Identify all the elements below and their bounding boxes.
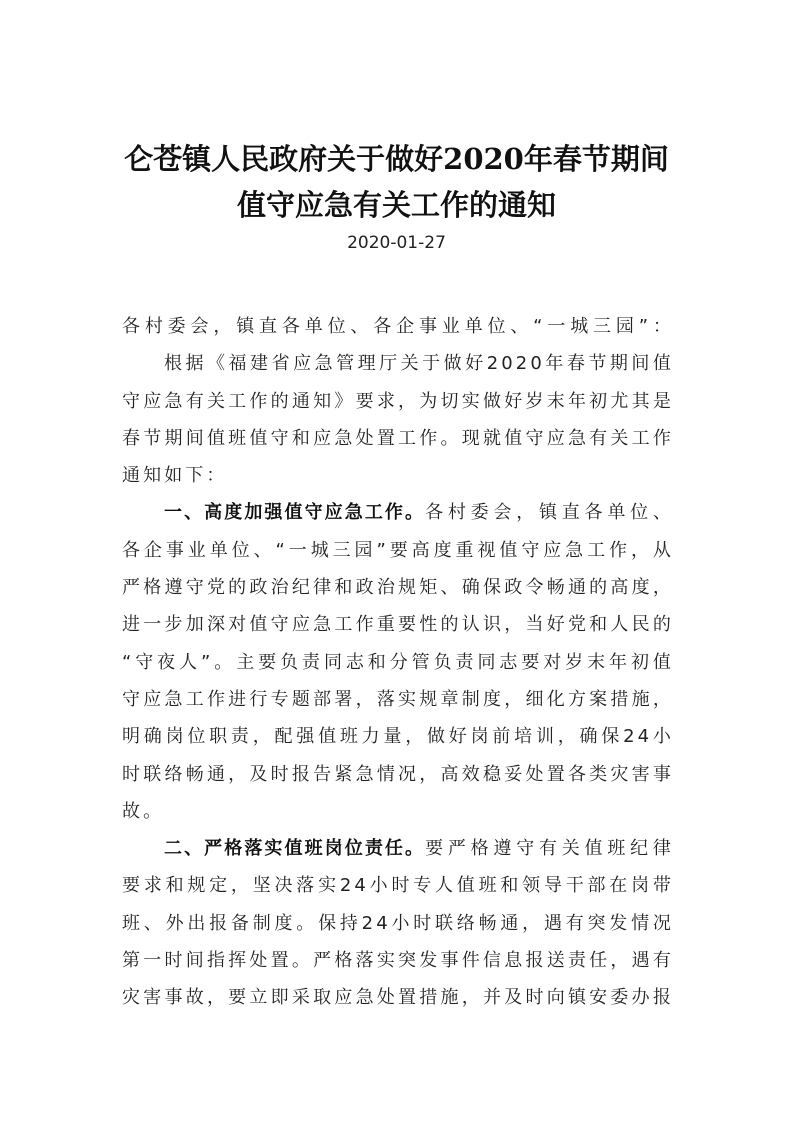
section-1-first-line	[122, 498, 674, 535]
section-1-line: 明确岗位职责，配强值班力量，做好岗前培训，确保24小	[122, 726, 674, 748]
section-2-first-line	[122, 834, 674, 871]
document-title	[100, 136, 693, 228]
section-1-line: 各企事业单位、“一城三园”要高度重视值守应急工作，从	[122, 539, 674, 561]
section-2-line: 灾害事故，要立即采取应急处置措施，并及时向镇安委办报	[122, 987, 674, 1009]
title-line-1: 仑苍镇人民政府关于做好2020年春节期间	[124, 142, 669, 176]
section-2-line: 班、外出报备制度。保持24小时联络畅通，遇有突发情况	[122, 912, 674, 934]
section-1-line: “守夜人”。主要负责同志和分管负责同志要对岁末年初值	[122, 651, 674, 673]
section-1-line: 时联络畅通，及时报告紧急情况，高效稳妥处置各类灾害事	[122, 763, 674, 785]
section-1-line: 严格遵守党的政治纪律和政治规矩、确保政令畅通的高度，	[122, 577, 674, 599]
title-line-2: 值守应急有关工作的通知	[236, 188, 556, 222]
section-2-line: 要求和规定，坚决落实24小时专人值班和领导干部在岗带	[122, 875, 674, 897]
section-1-first-line-text: 各村委会，镇直各单位、	[425, 502, 674, 524]
section-2-first-line-text: 要严格遵守有关值班纪律	[425, 838, 674, 860]
document-body	[122, 312, 674, 1021]
intro-line: 守应急有关工作的通知》要求，为切实做好岁末年初尤其是	[122, 390, 674, 412]
section-1-line: 故。	[122, 800, 165, 822]
intro-line: 根据《福建省应急管理厅关于做好2020年春节期间值	[164, 353, 674, 375]
section-2-heading: 二、严格落实值班岗位责任。	[164, 838, 426, 860]
document-date: 2020-01-27	[347, 233, 446, 253]
section-2-line: 第一时间指挥处置。严格落实突发事件信息报送责任，遇有	[122, 950, 674, 972]
salutation: 各村委会，镇直各单位、各企事业单位、“一城三园”：	[122, 316, 674, 337]
section-1-line: 守应急工作进行专题部署，落实规章制度，细化方案措施，	[122, 688, 674, 710]
section-1-heading: 一、高度加强值守应急工作。	[164, 502, 426, 524]
intro-line: 春节期间值班值守和应急处置工作。现就值守应急有关工作	[122, 427, 674, 449]
section-1-line: 进一步加深对值守应急工作重要性的认识，当好党和人民的	[122, 614, 674, 636]
intro-line: 通知如下：	[122, 465, 228, 487]
